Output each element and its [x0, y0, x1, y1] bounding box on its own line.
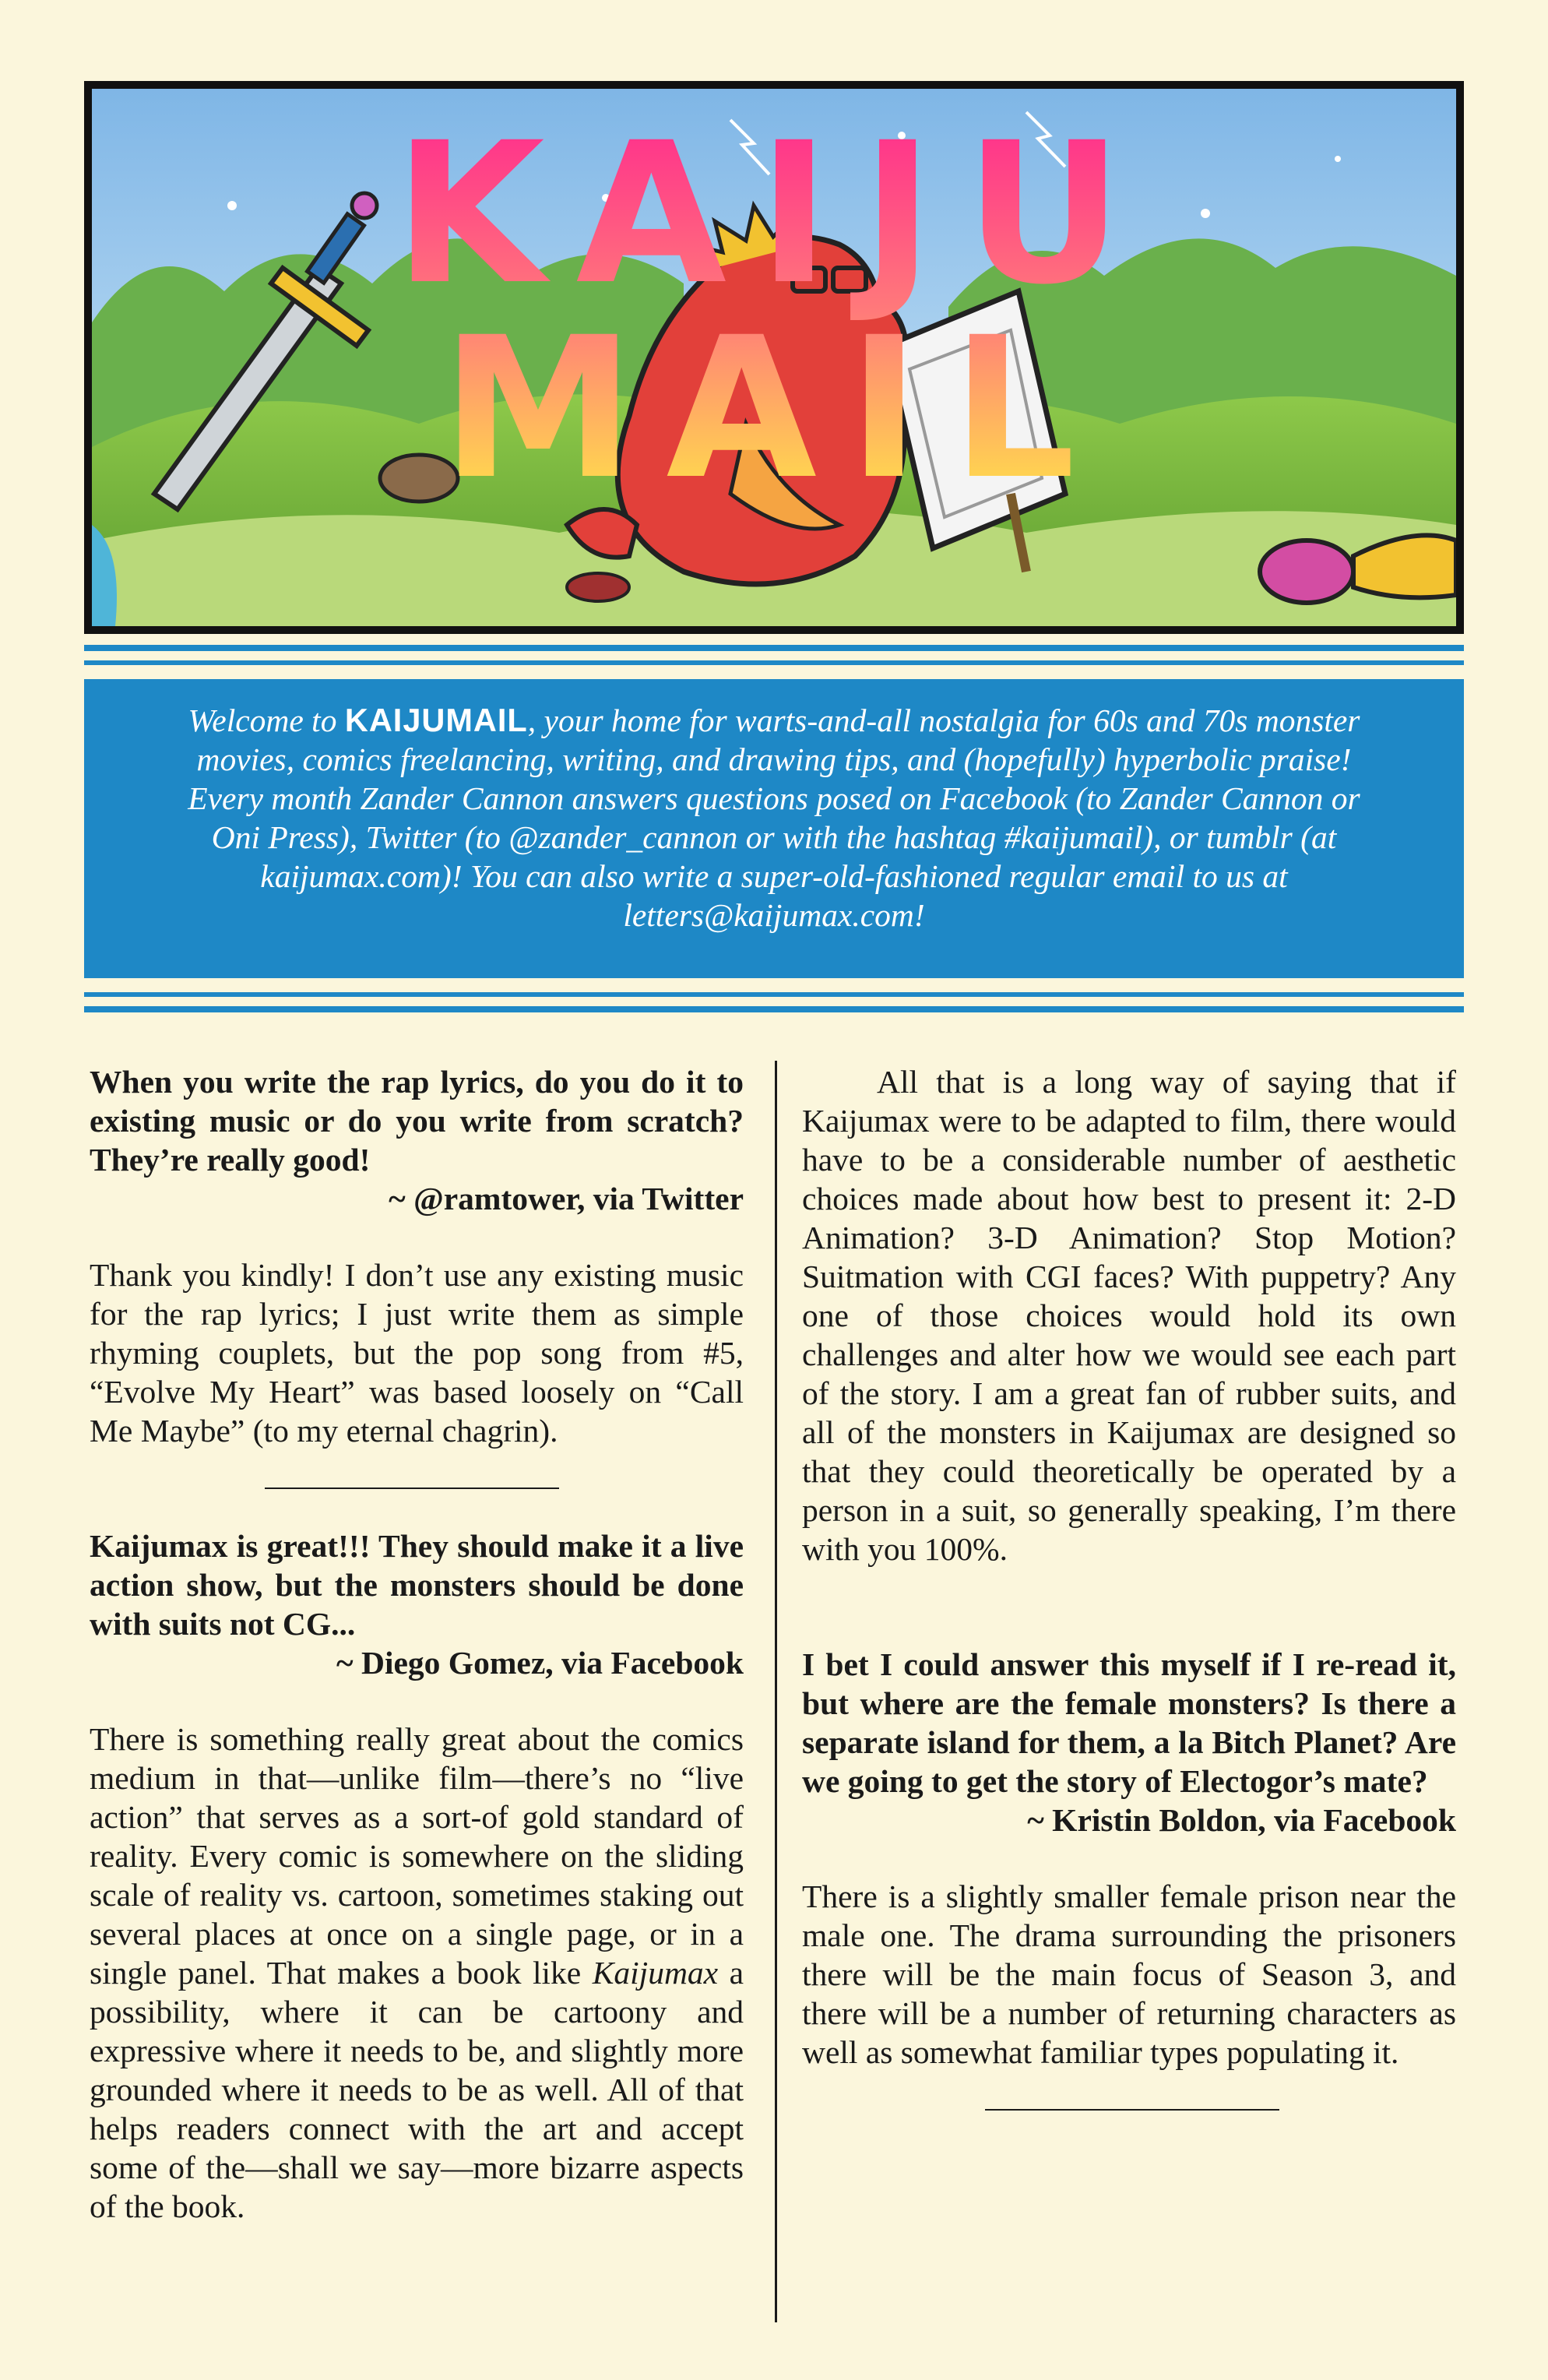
letter-1-signature: ~ @ramtower, via Twitter	[389, 1181, 744, 1216]
letter-2-answer-text-2: a possibility, where it can be cartoony and expressive where it needs to be, and slightly more grounded where it needs to be as well. All of that helps readers connect with the art and accept some of the—shall we say—more bizarre aspects of the book.	[90, 1955, 744, 2224]
banner-artwork	[92, 89, 1456, 626]
intro-brand: KAIJUMAIL	[344, 702, 528, 738]
intro-top-rule-1	[84, 645, 1464, 651]
letter-2-answer-continued: All that is a long way of saying that if Kaijumax were to be adapted to film, there would have to be a considerable number of aesthetic choices made about how best to present it: 2-D Animation? 3-D Animation? Stop Motion? Suitmation with CGI faces? With puppetry? Any one of those choices would hold its own challenges and alter how we would see each part of the story. I am a great fan of rubber suits, and all of the monsters in Kaijumax are designed so that they could theoretically be operated by a person in a suit, so generally speaking, I’m there with you 100%.	[802, 1064, 1456, 1567]
right-column	[802, 1062, 1456, 2111]
letter-1-question: When you write the rap lyrics, do you do it to existing music or do you write from scratch? They’re really good!	[90, 1064, 744, 1178]
letter-3-question: I bet I could answer this myself if I re-read it, but where are the female monsters? Is there a separate island for them, a la Bitch Planet? Are we going to get the story of Electogor’s mate?	[802, 1646, 1456, 1799]
intro-text-2: , your home for warts-and-all nostalgia for 60s and 70s monster movies, comics freelancing, writing, and drawing tips, and (hopefully) hyperbolic praise! Every month Zander Cannon answers questions posed on Facebook (to Zander Cannon or Oni Press), Twitter (to @zander_cannon or with the hashtag #kaijumail), or tumblr (at kaijumax.com)! You can also write a super-old-fashioned regular email to us at letters@kaijumax.com!	[188, 702, 1360, 933]
intro-bottom-rule-1	[84, 992, 1464, 997]
intro-bottom-rule-2	[84, 1006, 1464, 1012]
letter-3-answer: There is a slightly smaller female prison near the male one. The drama surrounding the prisoners there will be the main focus of Season 3, and there will be a number of returning characters as well as somewhat familiar types populating it.	[802, 1878, 1456, 2070]
left-column	[90, 1062, 744, 2226]
letter-3-signature: ~ Kristin Boldon, via Facebook	[1027, 1802, 1456, 1838]
separator-rule-end	[985, 2109, 1279, 2111]
banner-illustration	[84, 81, 1464, 634]
intro-box	[84, 679, 1464, 978]
letter-2-answer-text-1: There is something really great about the comics medium in that—unlike film—there’s no “live action” that serves as a sort-of gold standard of reality. Every comic is somewhere on the sliding scale of reality vs. cartoon, sometimes staking out several places at once on a single page, or in a single panel. That makes a book like	[90, 1721, 744, 1991]
letter-1-answer: Thank you kindly! I don’t use any existing music for the rap lyrics; I just write them as simple rhyming couplets, but the pop song from #5, “Evolve My Heart” was based loosely on “Call Me Maybe” (to my eternal chagrin).	[90, 1257, 744, 1449]
letter-2-question: Kaijumax is great!!! They should make it a live action show, but the monsters should be done with suits not CG...	[90, 1528, 744, 1642]
intro-text-1: Welcome to	[188, 702, 345, 738]
letter-2-answer-italic: Kaijumax	[592, 1955, 719, 1991]
column-divider	[775, 1061, 777, 2322]
intro-top-rule-2	[84, 660, 1464, 665]
letter-2-signature: ~ Diego Gomez, via Facebook	[336, 1645, 744, 1681]
letter-2-answer	[90, 1720, 744, 2226]
